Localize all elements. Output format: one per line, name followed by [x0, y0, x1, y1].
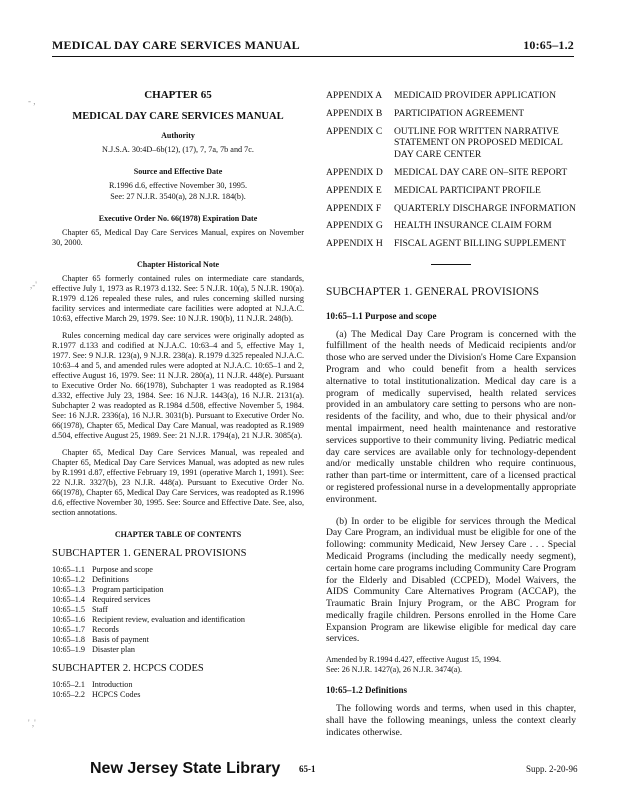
toc-entry-title: HCPCS Codes — [92, 690, 141, 700]
toc-entry — [52, 575, 304, 585]
toc-entry-title: Disaster plan — [92, 645, 135, 655]
toc-entry-title: Records — [92, 625, 119, 635]
executive-order-heading: Executive Order No. 66(1978) Expiration Date — [98, 213, 258, 223]
appendix-title: HEALTH INSURANCE CLAIM FORM — [394, 220, 552, 232]
subchapter-heading: SUBCHAPTER 1. GENERAL PROVISIONS — [326, 285, 539, 298]
toc-entry-number: 10:65–1.2 — [52, 575, 85, 585]
toc-entry — [52, 565, 304, 575]
source-line-2: See: 27 N.J.R. 3540(a), 28 N.J.R. 184(b). — [110, 191, 246, 201]
appendix-letter: APPENDIX F — [326, 202, 382, 214]
toc-entry-title: Introduction — [92, 680, 133, 690]
appendix-letter: APPENDIX E — [326, 184, 382, 196]
toc-list-2 — [52, 680, 304, 700]
authority-text: N.J.S.A. 30:4D–6b(12), (17), 7, 7a, 7b and 7c. — [102, 145, 254, 155]
supplement-date: Supp. 2-20-96 — [526, 764, 578, 774]
appendix-entry — [326, 185, 576, 197]
toc-entry-number: 10:65–1.4 — [52, 595, 85, 605]
page-number: 65-1 — [299, 764, 316, 774]
toc-entry-number: 10:65–1.7 — [52, 625, 85, 635]
appendix-title: QUARTERLY DISCHARGE INFORMATION — [394, 202, 576, 214]
toc-entry-number: 10:65–1.5 — [52, 605, 85, 615]
amendment-line: See: 26 N.J.R. 1427(a), 26 N.J.R. 3474(a). — [326, 665, 462, 675]
toc-entry-title: Staff — [92, 605, 108, 615]
scan-mark: - , — [28, 96, 36, 106]
toc-entry — [52, 625, 304, 635]
toc-entry-title: Recipient review, evaluation and identification — [92, 615, 245, 625]
appendix-entry — [326, 108, 576, 120]
toc-entry — [52, 585, 304, 595]
historical-note-paragraph: Chapter 65 formerly contained rules on intermediate care standards, effective July 1, 1973 as R.1973 d.132. See: 5 N.J.R. 10(a), 5 N.J.R. 190(a). R.1979 d.126 repealed these rules, and rules concerning skilled nursing facility services and intermediate care facilities were adopted at N.J.A.C. 10:63, effective March 29, 1979. See: 10 N.J.R. 190(b), 11 N.J.R. 248(b). — [52, 274, 304, 324]
section-heading-purpose: 10:65–1.1 Purpose and scope — [326, 310, 437, 321]
toc-subchapter-1: SUBCHAPTER 1. GENERAL PROVISIONS — [52, 548, 247, 560]
toc-entry-number: 10:65–1.1 — [52, 565, 85, 575]
toc-entry-number: 10:65–1.9 — [52, 645, 85, 655]
appendix-letter: APPENDIX G — [326, 220, 383, 232]
header-title: MEDICAL DAY CARE SERVICES MANUAL — [52, 38, 300, 52]
header-section-number: 10:65–1.2 — [523, 38, 574, 52]
historical-note-paragraph: Rules concerning medical day care services were originally adopted as R.1977 d.133 and codified at N.J.A.C. 10:63–4 and 5, effective May 1, 1977. See: 9 N.J.R. 123(a), 9 N.J.R. 238(a). R.1979 d.325 repealed N.J.A.C. 10:63–4 and 5, and amended rules were adopted at N.J.A.C. 10:65–1 and 2, effective August 16, 1979. See: 11 N.J.R. 280(a), 11 N.J.R. 448(e). Pursuant to Executive Order No. 66(1978), Subchapter 1 was readopted as R.1984 d.332, effective July 23, 1984. See: 16 N.J.R. 1443(a), 16 N.J.R. 2131(a). Subchapter 2 was readopted as R.1984 d.508, effective November 5, 1984. See: 16 N.J.R. 2336(a), 16 N.J.R. 3031(b). Pursuant to Executive Order No. 66(1978), Chapter 65, Medical Day Care Manual, was readopted as R.1989 d.504, effective August 25, 1989. See: 21 N.J.R. 1794(a), 21 N.J.R. 3085(a). — [52, 330, 304, 441]
executive-order-text: Chapter 65, Medical Day Care Services Manual, expires on November 30, 2000. — [52, 227, 304, 247]
source-heading: Source and Effective Date — [133, 167, 223, 177]
toc-subchapter-2: SUBCHAPTER 2. HCPCS CODES — [52, 663, 204, 675]
appendix-title: OUTLINE FOR WRITTEN NARRATIVE STATEMENT ON PROPOSED MEDICAL DAY CARE CENTER — [394, 125, 563, 161]
purpose-paragraph-a: (a) The Medical Day Care Program is concerned with the fulfillment of the health needs of Medicaid recipients and/or those who are served under the Division's Home Care Expansion Program and who could benefit from a health services alternative to total institutionalization. Medical day care is a program of medically supervised, health related services provided in an ambulatory care setting to persons who are non-residents of the facility, and who, due to their physical and/or mental impairment, need health maintenance and restorative services supportive to their community living. Pediatric medical day care services are available only for technology-dependent and/or medically unstable children who require continuous, rather than part-time or intermittent, care of a licensed practical or registered professional nurse in a developmentally appropriate environment. — [326, 328, 576, 505]
header-rule — [52, 56, 574, 57]
appendix-title: PARTICIPATION AGREEMENT — [394, 107, 525, 119]
appendix-letter: APPENDIX D — [326, 166, 383, 178]
section-divider — [431, 264, 471, 265]
authority-heading: Authority — [161, 131, 195, 141]
toc-entry-title: Basis of payment — [92, 635, 149, 645]
appendix-entry — [326, 126, 576, 161]
toc-entry — [52, 635, 304, 645]
appendix-letter: APPENDIX A — [326, 90, 383, 101]
toc-entry — [52, 595, 304, 605]
toc-entry-title: Program participation — [92, 585, 164, 595]
toc-entry-title: Definitions — [92, 575, 129, 585]
section-heading-definitions: 10:65–1.2 Definitions — [326, 685, 407, 696]
historical-note-heading: Chapter Historical Note — [136, 259, 220, 269]
left-column — [52, 90, 304, 709]
definitions-paragraph: The following words and terms, when used in this chapter, shall have the following meanings, unless the context clearly indicates otherwise. — [326, 703, 576, 738]
chapter-title: MEDICAL DAY CARE SERVICES MANUAL — [72, 111, 284, 123]
historical-note-paragraph: Chapter 65, Medical Day Care Services Manual, was repealed and Chapter 65, Medical Day Care Services Manual, was adopted as new rules by R.1991 d.87, effective February 19, 1991 (operative March 1, 1991). See: 22 N.J.R. 3327(b), 23 N.J.R. 448(a). Pursuant to Executive Order No. 66(1978), Chapter 65, Medical Day Care Services, was readopted as R.1996 d.6, effective November 30, 1995. See: Source and Effective Date. See, also, section annotations. — [52, 447, 304, 518]
toc-entry — [52, 645, 304, 655]
source-line-1: R.1996 d.6, effective November 30, 1995. — [108, 181, 248, 191]
appendix-list — [326, 90, 576, 250]
appendix-entry — [326, 238, 576, 250]
toc-entry-number: 10:65–1.6 — [52, 615, 85, 625]
library-stamp: New Jersey State Library — [90, 760, 281, 777]
scan-mark: ' ,' — [28, 718, 36, 728]
amendment-note — [326, 655, 576, 675]
appendix-title: FISCAL AGENT BILLING SUPPLEMENT — [394, 238, 566, 250]
appendix-letter: APPENDIX C — [326, 125, 383, 137]
toc-entry-title: Purpose and scope — [92, 565, 153, 575]
toc-entry — [52, 680, 304, 690]
appendix-letter: APPENDIX B — [326, 107, 383, 119]
toc-entry — [52, 605, 304, 615]
toc-entry-number: 10:65–1.3 — [52, 585, 85, 595]
toc-entry-number: 10:65–2.2 — [52, 690, 85, 700]
appendix-title: MEDICAL PARTICIPANT PROFILE — [394, 184, 541, 196]
appendix-entry — [326, 90, 576, 102]
toc-entry — [52, 690, 304, 700]
toc-entry-title: Required services — [92, 595, 151, 605]
right-column — [326, 90, 576, 748]
appendix-title: MEDICAID PROVIDER APPLICATION — [394, 90, 557, 101]
purpose-paragraph-b: (b) In order to be eligible for services through the Medical Day Care Program, an individual must be eligible for one of the following: community Medicaid, New Jersey Care . . . Special Medicaid Programs (including the medically needy segment), certain home care programs including Community Care Program for the Elderly and Disabled (CCPED), Model Waivers, the AIDS Community Care Alternatives Program (ACCAP), the Traumatic Brain Injury Program, or the ABC Program for medically fragile children. Persons enrolled in the Home Care Expansion Program are likewise eligible for medical day care services. — [326, 515, 576, 645]
scan-mark: ,-' — [30, 280, 37, 290]
toc-entry-number: 10:65–2.1 — [52, 680, 85, 690]
toc-entry-number: 10:65–1.8 — [52, 635, 85, 645]
toc-list-1 — [52, 565, 304, 655]
appendix-entry — [326, 220, 576, 232]
toc-entry — [52, 615, 304, 625]
appendix-letter: APPENDIX H — [326, 238, 383, 250]
appendix-title: MEDICAL DAY CARE ON–SITE REPORT — [394, 166, 568, 178]
toc-heading: CHAPTER TABLE OF CONTENTS — [114, 530, 242, 540]
chapter-number: CHAPTER 65 — [144, 89, 212, 101]
appendix-entry — [326, 167, 576, 179]
appendix-entry — [326, 203, 576, 215]
amendment-line: Amended by R.1994 d.427, effective August 15, 1994. — [326, 655, 501, 665]
